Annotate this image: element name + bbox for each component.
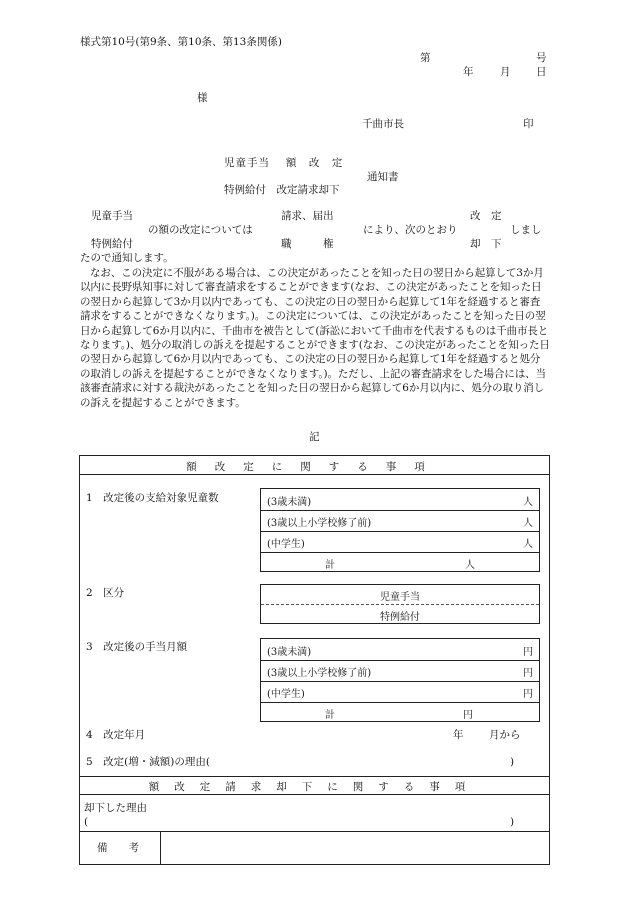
amount-under3-label: (3歳未満) [267, 647, 312, 658]
item3-label: 3 改定後の手当月額 [86, 641, 188, 653]
item4-label: 4 改定年月 [86, 729, 146, 741]
child-count-middle-unit: 人 [523, 539, 533, 550]
item5-label: 5 改定(増・減額)の理由( [86, 756, 210, 768]
category-special-benefit: 特例給付 [380, 612, 420, 623]
monthly-amount-box [260, 638, 540, 722]
issuer-mayor: 千曲市長 [362, 118, 404, 130]
category-child-allowance: 児童手当 [380, 592, 420, 603]
addressee-honorific: 様 [197, 92, 208, 104]
child-count-under3-unit: 人 [523, 497, 533, 508]
number-prefix: 第 [420, 52, 431, 64]
amount-elementary-label: (3歳以上小学校修了前) [267, 668, 372, 679]
date-month: 月 [500, 66, 511, 78]
child-count-elementary-unit: 人 [523, 518, 533, 529]
remarks-label: 備 考 [97, 842, 139, 854]
item5-close-paren: ) [510, 756, 515, 768]
record-heading: 記 [309, 431, 320, 443]
rejection-reason-close: ) [510, 816, 515, 828]
amount-middle-unit: 円 [523, 689, 533, 700]
date-day: 日 [536, 66, 547, 78]
title-line2: 通知書 [367, 171, 399, 183]
intro-as-follows: により、次のとおり [363, 224, 458, 236]
item2-label: 2 区分 [86, 587, 125, 599]
intro-did: しまし [510, 224, 542, 236]
title-line3: 特例給付 改定請求却下 [224, 184, 340, 196]
revision-year-unit: 年 [453, 729, 464, 741]
seal-mark: 印 [523, 118, 534, 130]
child-count-box [260, 488, 540, 572]
revision-month-unit: 月から [489, 729, 521, 741]
section2-heading: 額改定請求却下に関する事項 [148, 781, 481, 793]
intro-amount-revision: の額の改定については [148, 224, 253, 236]
child-count-middle-label: (中学生) [267, 539, 305, 550]
amount-middle-label: (中学生) [267, 689, 305, 700]
appeal-notice-paragraph: なお、この決定に不服がある場合は、この決定があったことを知った日の翌日から起算して3か月以内に長野県知事に対して審査請求をすることができます(なお、この決定があったことを知った日の翌日から起算して3か月以内であっても、この決定の日の翌日から起算して1年を経過すると審査請求をすることができなくなります。)。この決定については、この決定があったことを知った日の翌日から起算して6か月以内に、千曲市を被告として(訴訟において千曲市を代表するものは千曲市長となります。)、処分の取消しの訴えを提起することができます(なお、この決定があったことを知った日の翌日から起算して6か月以内であっても、この決定の日の翌日から起算して1年を経過すると処分の取消しの訴えを提起することができなくなります。)。ただし、上記の審査請求をした場合には、当該審査請求に対する裁決があったことを知った日の翌日から起算して6か月以内に、処分の取り消しの訴えを提起することができます。 [80, 267, 550, 409]
child-count-under3-label: (3歳未満) [267, 497, 312, 508]
amount-under3-unit: 円 [523, 647, 533, 658]
form-number: 様式第10号(第9条、第10条、第13条関係) [80, 36, 282, 48]
title-line1: 児童手当 額 改 定 [224, 157, 344, 169]
section1-heading: 額改定に関する事項 [186, 461, 443, 473]
child-count-total-unit: 人 [465, 560, 475, 571]
intro-notify: たので通知します。 [80, 252, 174, 264]
item1-label: 1 改定後の支給対象児童数 [86, 492, 219, 504]
rejection-reason-open: ( [84, 816, 89, 828]
rejection-reason-label: 却下した理由 [84, 802, 147, 814]
details-table [79, 455, 550, 865]
intro-revise: 改 定 [470, 210, 502, 222]
intro-request: 請求、届出 [281, 210, 334, 222]
intro-special-benefit: 特例給付 [91, 238, 133, 250]
amount-total-label: 計 [325, 710, 335, 721]
intro-child-allowance: 児童手当 [91, 210, 133, 222]
child-count-elementary-label: (3歳以上小学校修了前) [267, 518, 372, 529]
amount-elementary-unit: 円 [523, 668, 533, 679]
child-count-total-label: 計 [325, 560, 335, 571]
category-box [260, 584, 540, 624]
number-suffix: 号 [536, 52, 547, 64]
intro-authority: 職 権 [281, 238, 334, 250]
date-year: 年 [463, 66, 474, 78]
amount-total-unit: 円 [463, 710, 473, 721]
intro-reject: 却 下 [470, 238, 502, 250]
